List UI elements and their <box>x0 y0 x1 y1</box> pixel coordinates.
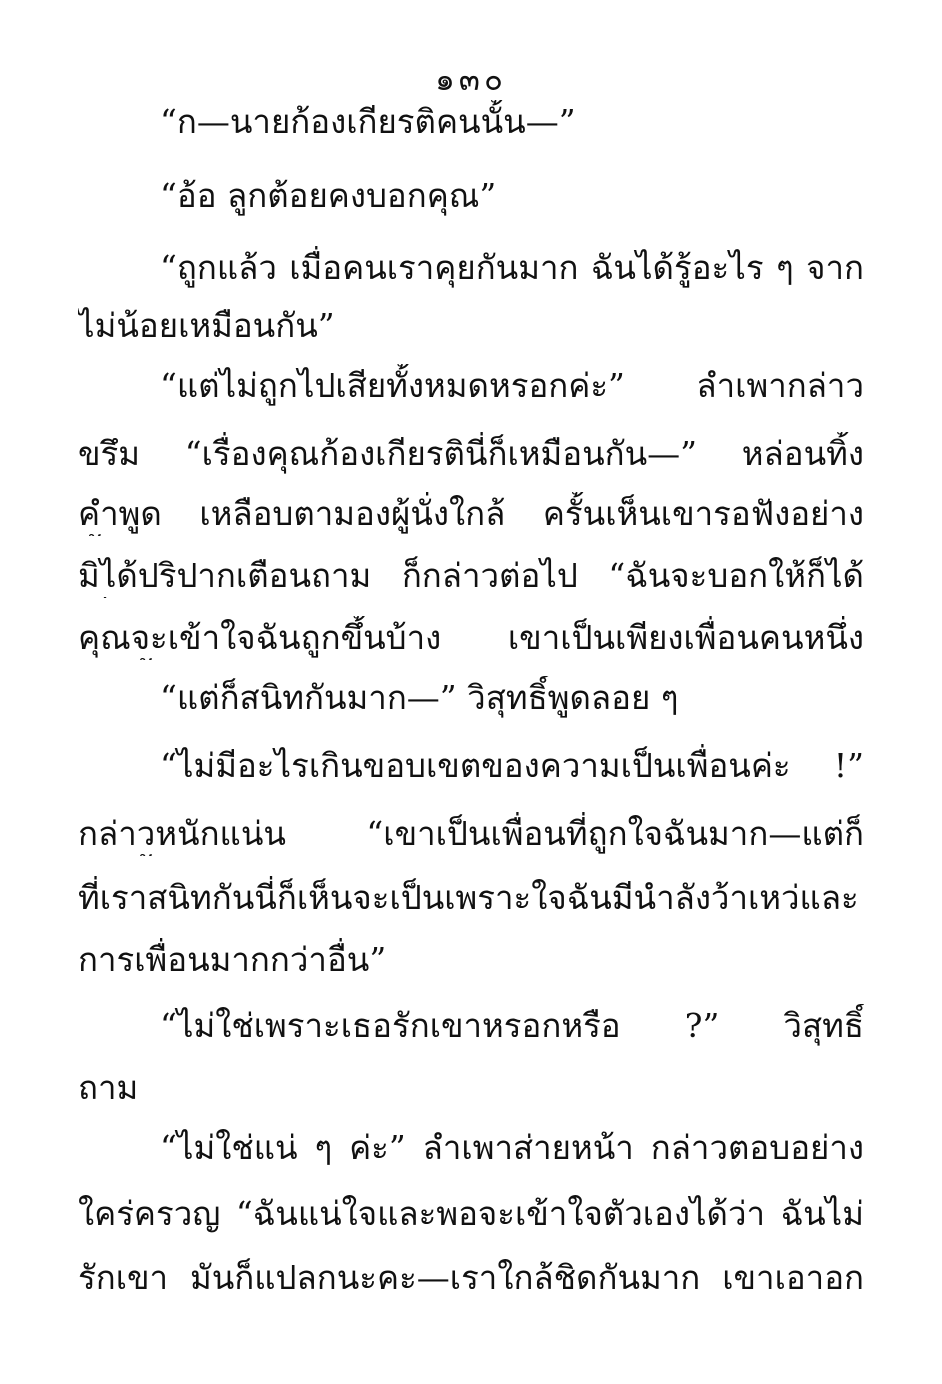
text-line: “ก—นายก้องเกียรติคนนั้น—” <box>160 102 576 141</box>
text-line: “ไม่ใช่แน่ ๆ ค่ะ” ลำเพาส่ายหน้า กล่าวตอบอย่าง <box>160 1128 864 1167</box>
text-line: “แต่ก็สนิทกันมาก—” วิสุทธิ์พูดลอย ๆ <box>160 678 679 717</box>
text-line: รักเขา มันก็แปลกนะคะ—เราใกล้ชิดกันมาก เขาเอาอก <box>78 1258 864 1297</box>
text-line: “ไม่ใช่เพราะเธอรักเขาหรอกหรือ ?” วิสุทธิ์ <box>160 1006 864 1045</box>
text-line: ไม่น้อยเหมือนกัน” <box>78 306 335 345</box>
text-line: การเพื่อนมากกว่าอื่น” <box>78 940 387 979</box>
text-line: คำพูด เหลือบตามองผู้นั่งใกล้ ครั้นเห็นเขารอฟังอย่าง <box>78 494 864 533</box>
text-line: ที่เราสนิทกันนี่ก็เห็นจะเป็นเพราะใจฉันมีนำลังว้าเหว่และ <box>78 878 859 917</box>
text-line: “อ้อ ลูกต้อยคงบอกคุณ” <box>160 176 497 215</box>
text-line: ใคร่ครวญ “ฉันแน่ใจและพอจะเข้าใจตัวเองได้ว่า ฉันไม่ <box>78 1194 864 1233</box>
text-line: มิได้ปริปากเตือนถาม ก็กล่าวต่อไป “ฉันจะบอกให้ก็ได้ <box>78 556 864 595</box>
text-line: ขรึม “เรื่องคุณก้องเกียรตินี่ก็เหมือนกัน—” หล่อนทิ้ง <box>78 434 864 473</box>
text-line: “ไม่มีอะไรเกินขอบเขตของความเป็นเพื่อนค่ะ !” <box>160 746 864 785</box>
page-number: ๑๓๐ <box>435 62 507 98</box>
text-line: “ถูกแล้ว เมื่อคนเราคุยกันมาก ฉันได้รู้อะไร ๆ จาก <box>160 248 864 287</box>
text-line: กล่าวหนักแน่น “เขาเป็นเพื่อนที่ถูกใจฉันมาก—แต่ก็ <box>78 814 864 853</box>
text-line: คุณจะเข้าใจฉันถูกขึ้นบ้าง เขาเป็นเพียงเพื่อนคนหนึ่ง <box>78 618 864 657</box>
text-line: ถาม <box>78 1068 139 1107</box>
text-line: “แต่ไม่ถูกไปเสียทั้งหมดหรอกค่ะ” ลำเพากล่าว <box>160 366 864 405</box>
